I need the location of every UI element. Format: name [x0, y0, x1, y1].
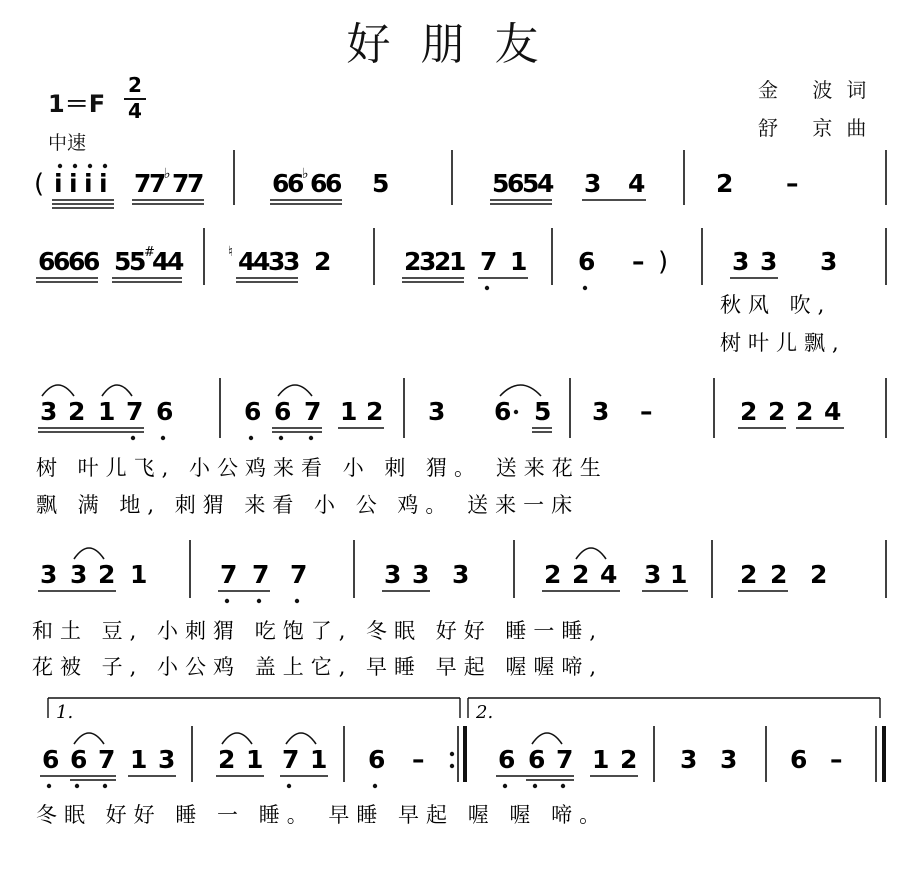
note: 1: [340, 397, 358, 426]
slur: [532, 733, 562, 744]
note: 3: [428, 397, 446, 426]
note: 6: [274, 397, 292, 426]
duration-dot: [514, 410, 518, 414]
lyric-line: 花被 子, 小公鸡 盖上它, 早睡 早起 喔喔啼,: [32, 655, 604, 679]
note: 3: [419, 247, 437, 276]
lyric-line: 和土 豆, 小刺猬 吃饱了, 冬眠 好好 睡一睡,: [32, 619, 604, 643]
note: 2: [404, 247, 422, 276]
note: 3: [820, 247, 838, 276]
note: 6: [507, 169, 525, 198]
slur: [278, 385, 312, 396]
octave-dot: [533, 784, 537, 788]
composer-credit: 舒 京曲: [758, 116, 881, 140]
note: 7: [480, 247, 498, 276]
octave-dot: [249, 436, 253, 440]
note: 7: [172, 169, 190, 198]
paren-close: ): [658, 247, 669, 277]
note: 7: [556, 745, 574, 774]
note: i: [84, 169, 93, 198]
note: 2: [740, 560, 758, 589]
note: 2: [716, 169, 734, 198]
note: 2: [314, 247, 332, 276]
key-label: 1＝F: [48, 90, 106, 118]
note: 4: [824, 397, 842, 426]
note: 6: [310, 169, 328, 198]
note: 2: [796, 397, 814, 426]
note: 6: [368, 745, 386, 774]
note: 6: [498, 745, 516, 774]
note: 6: [528, 745, 546, 774]
octave-dot: [561, 784, 565, 788]
note: 2: [68, 397, 86, 426]
flat-sign: ♭: [302, 166, 309, 182]
lyric-line: 树叶儿飘,: [720, 331, 846, 355]
note: 2: [768, 397, 786, 426]
octave-dot: [58, 164, 62, 168]
note: 6: [38, 247, 56, 276]
octave-dot: [309, 436, 313, 440]
note: 7: [304, 397, 322, 426]
note: 1: [98, 397, 116, 426]
note: 7: [98, 745, 116, 774]
paren-open: (: [34, 169, 45, 199]
note: i: [99, 169, 108, 198]
octave-dot: [287, 784, 291, 788]
note: 2: [810, 560, 828, 589]
note: 6: [287, 169, 305, 198]
note: –: [640, 397, 653, 426]
note: 7: [187, 169, 205, 198]
octave-dot: [225, 599, 229, 603]
note: 1: [670, 560, 688, 589]
octave-dot: [75, 784, 79, 788]
octave-dot: [103, 164, 107, 168]
note: 3: [40, 560, 58, 589]
note: –: [786, 169, 799, 198]
note: 3: [452, 560, 470, 589]
song-title: 好朋友: [346, 19, 569, 70]
note: 5: [129, 247, 147, 276]
note: 7: [252, 560, 270, 589]
octave-dot: [583, 286, 587, 290]
note: 6: [790, 745, 808, 774]
note: 7: [126, 397, 144, 426]
note: 6: [68, 247, 86, 276]
flat-sign: ♭: [164, 166, 171, 182]
note: 2: [218, 745, 236, 774]
note: 6: [156, 397, 174, 426]
octave-dot: [295, 599, 299, 603]
octave-dot: [257, 599, 261, 603]
octave-dot: [279, 436, 283, 440]
note: 4: [537, 169, 555, 198]
lyric-line: 飘 满 地, 刺猬 来看 小 公 鸡。 送来一床: [36, 493, 580, 517]
note: 3: [268, 247, 286, 276]
note: 2: [740, 397, 758, 426]
octave-dot: [485, 286, 489, 290]
note: 3: [70, 560, 88, 589]
slur: [286, 733, 316, 744]
note: –: [412, 745, 425, 774]
note: 6: [244, 397, 262, 426]
note: –: [632, 247, 645, 276]
note: 3: [283, 247, 301, 276]
volta-first-label: 1.: [56, 702, 74, 723]
note: 5: [114, 247, 132, 276]
note: 4: [152, 247, 170, 276]
time-sig-bottom: 4: [128, 99, 142, 123]
note: 3: [760, 247, 778, 276]
note: 2: [620, 745, 638, 774]
lyric-line: 冬眠 好好 睡 一 睡。 早睡 早起 喔 喔 啼。: [36, 803, 608, 827]
note: 4: [628, 169, 646, 198]
slur: [102, 385, 132, 396]
repeat-dot: [450, 764, 454, 768]
sharp-sign: #: [144, 245, 155, 260]
note: –: [830, 745, 843, 774]
note: 7: [134, 169, 152, 198]
lyricist-credit: 金 波词: [758, 78, 881, 102]
note: 1: [592, 745, 610, 774]
note: 6: [70, 745, 88, 774]
note: 3: [720, 745, 738, 774]
note: 6: [494, 397, 512, 426]
note: 6: [42, 745, 60, 774]
note: 3: [680, 745, 698, 774]
note: 7: [290, 560, 308, 589]
note: 6: [83, 247, 101, 276]
note: i: [54, 169, 63, 198]
note: 3: [732, 247, 750, 276]
note: 3: [412, 560, 430, 589]
volta-second-label: 2.: [476, 702, 494, 723]
note: 6: [272, 169, 290, 198]
time-sig-top: 2: [128, 73, 142, 97]
note: 5: [534, 397, 552, 426]
note: i: [69, 169, 78, 198]
note: 1: [130, 745, 148, 774]
note: 4: [600, 560, 618, 589]
natural-sign: ♮: [228, 244, 234, 260]
note: 1: [449, 247, 467, 276]
note: 6: [53, 247, 71, 276]
note: 4: [167, 247, 185, 276]
repeat-dot: [450, 752, 454, 756]
octave-dot: [47, 784, 51, 788]
octave-dot: [503, 784, 507, 788]
note: 1: [246, 745, 264, 774]
slur: [74, 733, 104, 744]
note: 1: [130, 560, 148, 589]
slur: [500, 385, 541, 396]
lyric-line: 秋风 吹,: [720, 293, 832, 317]
note: 2: [434, 247, 452, 276]
note: 6: [578, 247, 596, 276]
note: 1: [510, 247, 528, 276]
slur: [74, 548, 104, 559]
note: 6: [325, 169, 343, 198]
slur: [42, 385, 74, 396]
note: 2: [572, 560, 590, 589]
note: 3: [158, 745, 176, 774]
note: 7: [282, 745, 300, 774]
note: 5: [522, 169, 540, 198]
octave-dot: [373, 784, 377, 788]
note: 2: [544, 560, 562, 589]
octave-dot: [88, 164, 92, 168]
note: 7: [220, 560, 238, 589]
note: 3: [584, 169, 602, 198]
note: 3: [384, 560, 402, 589]
octave-dot: [73, 164, 77, 168]
note: 4: [238, 247, 256, 276]
slur: [576, 548, 606, 559]
note: 5: [372, 169, 390, 198]
note: 3: [592, 397, 610, 426]
octave-dot: [131, 436, 135, 440]
note: 2: [770, 560, 788, 589]
note: 5: [492, 169, 510, 198]
note: 1: [310, 745, 328, 774]
octave-dot: [103, 784, 107, 788]
octave-dot: [161, 436, 165, 440]
note: 7: [149, 169, 167, 198]
tempo-marking: 中速: [48, 132, 87, 154]
note: 4: [253, 247, 271, 276]
slur: [222, 733, 252, 744]
note: 3: [40, 397, 58, 426]
note: 3: [644, 560, 662, 589]
lyric-line: 树 叶儿飞, 小公鸡来看 小 刺 猬。 送来花生: [36, 456, 608, 480]
note: 2: [366, 397, 384, 426]
note: 2: [98, 560, 116, 589]
